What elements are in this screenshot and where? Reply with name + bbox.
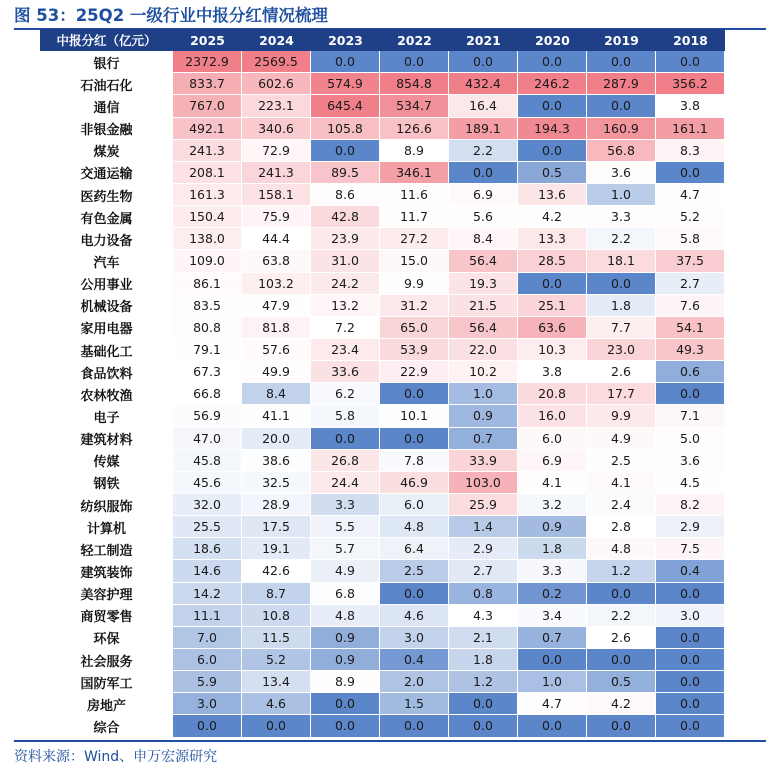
heatmap-cell: 33.6 [311,361,380,383]
heatmap-cell: 4.2 [587,693,656,715]
heatmap-cell: 8.3 [656,140,725,162]
heatmap-cell: 5.7 [311,538,380,560]
heatmap-cell: 14.6 [173,560,242,582]
heatmap-cell: 25.9 [449,494,518,516]
heatmap-cell: 4.5 [656,472,725,494]
heatmap-cell: 0.0 [587,273,656,295]
heatmap-cell: 13.6 [518,184,587,206]
heatmap-cell: 4.8 [311,605,380,627]
heatmap-cell: 346.1 [380,162,449,184]
column-header: 2025 [173,29,242,51]
heatmap-cell: 0.0 [518,715,587,737]
heatmap-cell: 161.1 [656,118,725,140]
heatmap-cell: 72.9 [242,140,311,162]
heatmap-cell: 1.4 [449,516,518,538]
heatmap-cell: 3.0 [173,693,242,715]
heatmap-cell: 0.0 [380,51,449,73]
heatmap-cell: 0.0 [311,51,380,73]
heatmap-cell: 0.7 [449,428,518,450]
heatmap-cell: 18.6 [173,538,242,560]
heatmap-cell: 27.2 [380,228,449,250]
heatmap-cell: 4.3 [449,605,518,627]
heatmap-cell: 86.1 [173,273,242,295]
heatmap-cell: 8.9 [380,140,449,162]
heatmap-cell: 5.0 [656,428,725,450]
heatmap-cell: 54.1 [656,317,725,339]
heatmap-cell: 33.9 [449,450,518,472]
heatmap-cell: 46.9 [380,472,449,494]
heatmap-cell: 3.3 [587,206,656,228]
heatmap-cell: 4.6 [242,693,311,715]
industry-label: 公用事业 [80,278,133,294]
heatmap-cell: 3.4 [518,605,587,627]
column-header: 2021 [449,29,518,51]
heatmap-cell: 0.0 [311,715,380,737]
industry-label: 美容护理 [80,588,133,604]
heatmap-cell: 0.0 [242,715,311,737]
heatmap-cell: 8.2 [656,494,725,516]
industry-label: 计算机 [86,521,126,537]
heatmap-cell: 9.9 [587,405,656,427]
heatmap-cell: 6.8 [311,583,380,605]
heatmap-cell: 63.8 [242,250,311,272]
heatmap-cell: 20.8 [518,383,587,405]
heatmap-cell: 534.7 [380,95,449,117]
heatmap-cell: 0.0 [656,715,725,737]
heatmap-cell: 2.5 [587,450,656,472]
heatmap-cell: 10.8 [242,605,311,627]
heatmap-cell: 8.4 [449,228,518,250]
heatmap-cell: 105.8 [311,118,380,140]
source-divider [14,740,766,742]
heatmap-cell: 0.2 [518,583,587,605]
heatmap-cell: 2.6 [587,361,656,383]
heatmap-cell: 103.2 [242,273,311,295]
heatmap-cell: 53.9 [380,339,449,361]
heatmap-cell: 0.0 [380,383,449,405]
heatmap-cell: 7.7 [587,317,656,339]
heatmap-cell: 45.8 [173,450,242,472]
heatmap-cell: 0.0 [518,273,587,295]
heatmap-cell: 2.2 [449,140,518,162]
heatmap-cell: 0.0 [518,649,587,671]
heatmap-cell: 56.4 [449,250,518,272]
heatmap-cell: 3.3 [311,494,380,516]
heatmap-cell: 2.9 [656,516,725,538]
heatmap-cell: 18.1 [587,250,656,272]
heatmap-cell: 2.2 [587,605,656,627]
heatmap-cell: 13.3 [518,228,587,250]
heatmap-cell: 0.0 [380,715,449,737]
heatmap-cell: 44.4 [242,228,311,250]
column-header: 2022 [380,29,449,51]
heatmap-cell: 0.9 [311,627,380,649]
heatmap-cell: 1.8 [587,295,656,317]
heatmap-cell: 20.0 [242,428,311,450]
heatmap-cell: 4.8 [587,538,656,560]
heatmap-cell: 23.4 [311,339,380,361]
heatmap-cell: 158.1 [242,184,311,206]
column-header: 2018 [656,29,725,51]
industry-label: 国防军工 [80,676,133,692]
heatmap-cell: 0.9 [449,405,518,427]
heatmap-cell: 0.0 [656,693,725,715]
industry-label: 家用电器 [80,322,133,338]
industry-label: 社会服务 [80,654,133,670]
heatmap-cell: 241.3 [242,162,311,184]
heatmap-cell: 1.0 [587,184,656,206]
heatmap-cell: 5.8 [656,228,725,250]
heatmap-cell: 287.9 [587,73,656,95]
heatmap-cell: 66.8 [173,383,242,405]
heatmap-cell: 2.9 [449,538,518,560]
industry-label: 电力设备 [80,233,133,249]
heatmap-cell: 5.2 [242,649,311,671]
industry-label: 汽车 [93,255,120,271]
heatmap-cell: 13.2 [311,295,380,317]
heatmap-cell: 7.5 [656,538,725,560]
heatmap-cell: 7.6 [656,295,725,317]
heatmap-cell: 8.9 [311,671,380,693]
industry-label: 食品饮料 [80,366,133,382]
heatmap-cell: 3.6 [656,450,725,472]
heatmap-cell: 28.5 [518,250,587,272]
heatmap-cell: 0.0 [380,428,449,450]
heatmap-cell: 0.4 [380,649,449,671]
heatmap-cell: 32.5 [242,472,311,494]
heatmap-cell: 4.9 [587,428,656,450]
heatmap-cell: 2.4 [587,494,656,516]
industry-label: 农林牧渔 [80,388,133,404]
heatmap-cell: 4.7 [518,693,587,715]
heatmap-cell: 7.1 [656,405,725,427]
heatmap-cell: 3.8 [518,361,587,383]
heatmap-cell: 2569.5 [242,51,311,73]
heatmap-cell: 79.1 [173,339,242,361]
heatmap-cell: 22.9 [380,361,449,383]
heatmap-cell: 16.0 [518,405,587,427]
source-note: 资料来源：Wind、申万宏源研究 [14,749,218,765]
heatmap-cell: 223.1 [242,95,311,117]
heatmap-cell: 2.0 [380,671,449,693]
heatmap-cell: 24.4 [311,472,380,494]
heatmap-cell: 11.7 [380,206,449,228]
heatmap-cell: 26.8 [311,450,380,472]
heatmap-cell: 3.3 [518,560,587,582]
heatmap-cell: 0.0 [449,51,518,73]
heatmap-cell: 492.1 [173,118,242,140]
heatmap-cell: 2.8 [587,516,656,538]
heatmap-cell: 1.5 [380,693,449,715]
heatmap-cell: 189.1 [449,118,518,140]
heatmap-cell: 6.0 [518,428,587,450]
heatmap-cell: 56.4 [449,317,518,339]
heatmap-cell: 4.8 [380,516,449,538]
heatmap-cell: 16.4 [449,95,518,117]
figure-title: 图 53：25Q2 一级行业中报分红情况梳理 [14,6,328,25]
heatmap-cell: 7.8 [380,450,449,472]
industry-label: 电子 [93,410,120,426]
heatmap-cell: 4.6 [380,605,449,627]
heatmap-cell: 6.2 [311,383,380,405]
heatmap-cell: 23.0 [587,339,656,361]
industry-label: 煤炭 [93,145,120,161]
column-header: 2020 [518,29,587,51]
heatmap-cell: 160.9 [587,118,656,140]
heatmap-cell: 13.4 [242,671,311,693]
heatmap-cell: 340.6 [242,118,311,140]
heatmap-cell: 5.8 [311,405,380,427]
heatmap-cell: 1.0 [449,383,518,405]
industry-label: 通信 [93,100,120,116]
heatmap-cell: 49.3 [656,339,725,361]
heatmap-cell: 25.1 [518,295,587,317]
heatmap-cell: 241.3 [173,140,242,162]
heatmap-cell: 6.4 [380,538,449,560]
heatmap-cell: 1.2 [449,671,518,693]
heatmap-cell: 80.8 [173,317,242,339]
heatmap-cell: 7.2 [311,317,380,339]
heatmap-cell: 0.0 [173,715,242,737]
industry-label: 传媒 [93,455,120,471]
heatmap-cell: 2.2 [587,228,656,250]
heatmap-cell: 0.0 [380,583,449,605]
heatmap-cell: 161.3 [173,184,242,206]
heatmap-cell: 22.0 [449,339,518,361]
heatmap-cell: 31.0 [311,250,380,272]
heatmap-cell: 138.0 [173,228,242,250]
heatmap-cell: 2.7 [656,273,725,295]
heatmap-cell: 4.7 [656,184,725,206]
industry-label: 基础化工 [80,344,133,360]
heatmap-cell: 4.1 [518,472,587,494]
industry-label: 商贸零售 [80,610,133,626]
industry-label: 有色金属 [80,211,133,227]
heatmap-cell: 0.0 [656,162,725,184]
heatmap-cell: 3.0 [656,605,725,627]
heatmap-cell: 7.0 [173,627,242,649]
heatmap-cell: 0.6 [656,361,725,383]
heatmap-cell: 2.7 [449,560,518,582]
heatmap-cell: 2.5 [380,560,449,582]
heatmap-cell: 0.0 [518,140,587,162]
heatmap-cell: 0.0 [656,51,725,73]
heatmap-cell: 2.1 [449,627,518,649]
heatmap-cell: 3.8 [656,95,725,117]
heatmap-cell: 5.9 [173,671,242,693]
heatmap-cell: 11.5 [242,627,311,649]
heatmap-cell: 645.4 [311,95,380,117]
heatmap-cell: 1.8 [449,649,518,671]
heatmap-cell: 3.6 [587,162,656,184]
heatmap-cell: 19.1 [242,538,311,560]
industry-label: 银行 [93,56,120,72]
industry-label: 房地产 [86,698,126,714]
heatmap-cell: 0.5 [518,162,587,184]
heatmap-cell: 10.3 [518,339,587,361]
heatmap-cell: 6.0 [380,494,449,516]
heatmap-cell: 0.0 [656,583,725,605]
heatmap-cell: 833.7 [173,73,242,95]
heatmap-cell: 1.8 [518,538,587,560]
heatmap-cell: 109.0 [173,250,242,272]
heatmap-cell: 103.0 [449,472,518,494]
heatmap-cell: 65.0 [380,317,449,339]
heatmap-cell: 2372.9 [173,51,242,73]
heatmap-cell: 5.6 [449,206,518,228]
heatmap-cell: 6.0 [173,649,242,671]
heatmap-cell: 17.5 [242,516,311,538]
heatmap-cell: 150.4 [173,206,242,228]
heatmap-cell: 10.2 [449,361,518,383]
industry-label: 轻工制造 [80,543,133,559]
heatmap-cell: 83.5 [173,295,242,317]
column-header: 2019 [587,29,656,51]
industry-label: 钢铁 [93,477,120,493]
heatmap-cell: 9.9 [380,273,449,295]
heatmap-cell: 37.5 [656,250,725,272]
industry-label: 石油石化 [80,78,133,94]
heatmap-cell: 75.9 [242,206,311,228]
heatmap-cell: 3.2 [518,494,587,516]
heatmap-cell: 0.0 [587,649,656,671]
heatmap-cell: 4.1 [587,472,656,494]
heatmap-cell: 24.2 [311,273,380,295]
heatmap-cell: 0.0 [587,51,656,73]
heatmap-cell: 0.0 [449,693,518,715]
heatmap-cell: 432.4 [449,73,518,95]
heatmap-cell: 0.8 [449,583,518,605]
heatmap-cell: 767.0 [173,95,242,117]
heatmap-cell: 47.0 [173,428,242,450]
heatmap-cell: 38.6 [242,450,311,472]
heatmap-cell: 194.3 [518,118,587,140]
heatmap-cell: 208.1 [173,162,242,184]
heatmap-cell: 89.5 [311,162,380,184]
column-header: 2024 [242,29,311,51]
heatmap-cell: 23.9 [311,228,380,250]
heatmap-cell: 49.9 [242,361,311,383]
industry-label: 建筑材料 [80,433,133,449]
heatmap-cell: 0.5 [587,671,656,693]
heatmap-cell: 356.2 [656,73,725,95]
heatmap-cell: 0.0 [656,383,725,405]
heatmap-cell: 14.2 [173,583,242,605]
heatmap-cell: 5.2 [656,206,725,228]
heatmap-cell: 0.0 [587,715,656,737]
heatmap-cell: 6.9 [449,184,518,206]
heatmap-cell: 0.0 [449,162,518,184]
heatmap-cell: 8.7 [242,583,311,605]
heatmap-cell: 31.2 [380,295,449,317]
heatmap-cell: 8.4 [242,383,311,405]
heatmap-cell: 1.0 [518,671,587,693]
heatmap-cell: 0.4 [656,560,725,582]
heatmap-cell: 4.2 [518,206,587,228]
heatmap-cell: 126.6 [380,118,449,140]
heatmap-cell: 47.9 [242,295,311,317]
heatmap-cell: 5.5 [311,516,380,538]
heatmap-cell: 25.5 [173,516,242,538]
heatmap-cell: 0.0 [656,627,725,649]
heatmap-cell: 10.1 [380,405,449,427]
heatmap-cell: 2.6 [587,627,656,649]
heatmap-cell: 0.0 [518,95,587,117]
heatmap-cell: 41.1 [242,405,311,427]
heatmap-cell: 602.6 [242,73,311,95]
heatmap-cell: 0.9 [311,649,380,671]
heatmap-cell: 56.8 [587,140,656,162]
heatmap-cell: 19.3 [449,273,518,295]
industry-label: 纺织服饰 [80,499,133,515]
industry-label: 非银金融 [80,123,133,139]
corner-header: 中报分红（亿元） [40,29,173,51]
heatmap-cell: 42.8 [311,206,380,228]
industry-label: 交通运输 [80,167,133,183]
heatmap-cell: 6.9 [518,450,587,472]
heatmap-cell: 0.0 [311,140,380,162]
industry-label: 建筑装饰 [80,565,133,581]
heatmap-cell: 0.0 [656,671,725,693]
heatmap-cell: 81.8 [242,317,311,339]
heatmap-cell: 3.0 [380,627,449,649]
heatmap-cell: 0.0 [518,51,587,73]
heatmap-cell: 21.5 [449,295,518,317]
heatmap-cell: 45.6 [173,472,242,494]
industry-label: 环保 [93,632,120,648]
heatmap-cell: 246.2 [518,73,587,95]
heatmap-cell: 11.1 [173,605,242,627]
industry-label: 医药生物 [80,189,133,205]
heatmap-cell: 17.7 [587,383,656,405]
heatmap-cell: 28.9 [242,494,311,516]
heatmap-cell: 4.9 [311,560,380,582]
heatmap-cell: 0.0 [656,649,725,671]
industry-label: 综合 [93,720,120,736]
heatmap-cell: 15.0 [380,250,449,272]
heatmap-cell: 0.0 [449,715,518,737]
heatmap-cell: 1.2 [587,560,656,582]
heatmap-cell: 0.0 [587,95,656,117]
heatmap-cell: 8.6 [311,184,380,206]
heatmap-cell: 11.6 [380,184,449,206]
heatmap-cell: 0.0 [587,583,656,605]
heatmap-cell: 63.6 [518,317,587,339]
heatmap-cell: 42.6 [242,560,311,582]
column-header: 2023 [311,29,380,51]
heatmap-cell: 57.6 [242,339,311,361]
dividend-heatmap-table [40,29,725,738]
heatmap-cell: 67.3 [173,361,242,383]
heatmap-cell: 32.0 [173,494,242,516]
heatmap-cell: 854.8 [380,73,449,95]
heatmap-cell: 56.9 [173,405,242,427]
heatmap-cell: 0.7 [518,627,587,649]
heatmap-cell: 0.9 [518,516,587,538]
heatmap-cell: 0.0 [311,428,380,450]
heatmap-cell: 574.9 [311,73,380,95]
industry-label: 机械设备 [80,300,133,316]
heatmap-cell: 0.0 [311,693,380,715]
